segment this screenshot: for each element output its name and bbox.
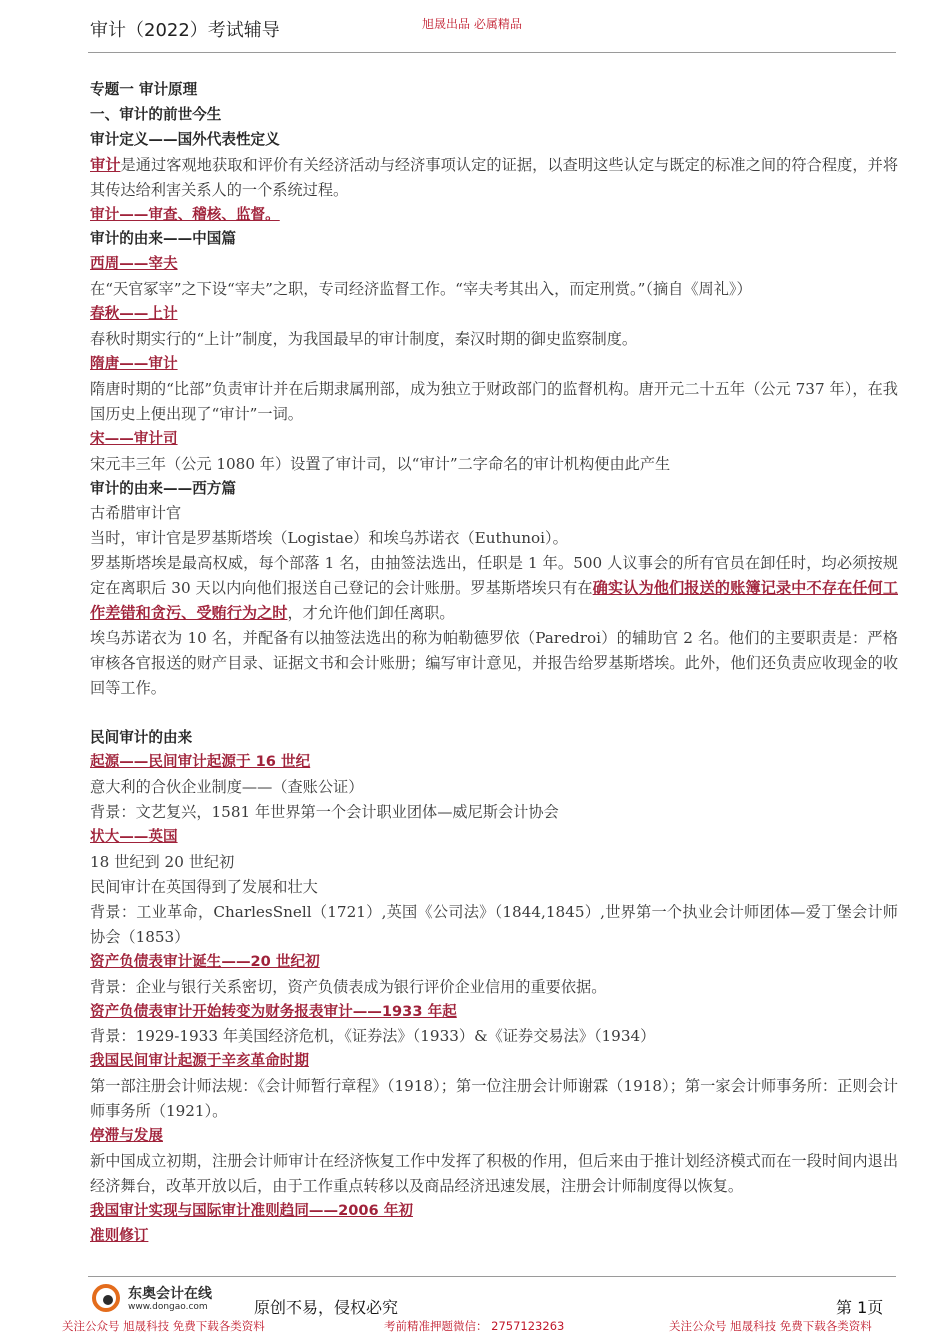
spacer [90, 701, 898, 726]
balance-sheet-text: 背景：企业与银行关系密切，资产负债表成为银行评价企业信用的重要依据。 [90, 977, 607, 996]
logistae-text-b: ，才允许他们卸任离职。 [287, 604, 455, 623]
origin-line-2: 背景：文艺复兴，1581 年世界第一个会计职业团体—威尼斯会计协会 [90, 803, 559, 822]
definition-summary: 审计——审查、稽核、监督。 [90, 205, 280, 223]
origin-title: 起源——民间审计起源于 16 世纪 [90, 753, 311, 771]
stagnation-title: 停滞与发展 [90, 1127, 163, 1145]
suitang-text: 隋唐时期的“比部”负责审计并在后期隶属刑部，成为独立于财政部门的监督机构。唐开元二十五年（公元 737 年），在我国历史上便出现了“审计”一词。 [90, 379, 898, 423]
promo-center: 考前精准押题微信： 2757123263 [384, 1319, 565, 1333]
xizhou-text: 在“天官冢宰”之下设“宰夫”之职，专司经济监督工作。“宰夫考其出入，而定刑赏。”（摘自《周礼》） [90, 280, 752, 299]
header-tagline: 旭晟出品 必属精品 [422, 17, 522, 31]
topic-heading: 专题一 审计原理 [90, 81, 198, 98]
logo-circle-icon [92, 1284, 120, 1312]
logistae-emphasis: 确实认为他们报送的账簿记录中不存在任何工作差错和贪污、受贿行为之时 [90, 579, 899, 623]
page-header [0, 0, 950, 56]
china-civil-title: 我国民间审计起源于辛亥革命时期 [90, 1052, 309, 1070]
definition-heading: 审计定义——国外代表性定义 [90, 130, 280, 148]
definition-paragraph [90, 153, 898, 203]
xizhou-title: 西周——宰夫 [90, 255, 178, 273]
greece-line: 古希腊审计官 [90, 504, 182, 523]
uk-line-1: 18 世纪到 20 世纪初 [90, 853, 235, 872]
definition-term: 审计 [90, 155, 121, 174]
chunqiu-text: 春秋时期实行的“上计”制度，为我国最早的审计制度，秦汉时期的御史监察制度。 [90, 330, 638, 349]
definition-text: 是通过客观地获取和评价有关经济活动与经济事项认定的证据，以查明这些认定与既定的标准之间的符合程度，并将其传达给利害关系人的一个系统过程。 [90, 155, 899, 199]
logo-name: 东奥会计在线 [128, 1286, 212, 1302]
suitang-title: 隋唐——审计 [90, 354, 178, 372]
header-divider [88, 52, 896, 53]
euthunoi-paragraph: 埃乌苏诺衣为 10 名，并配备有以抽签法选出的称为帕勒德罗依（Paredroi）的辅助官 2 名。他们的主要职责是：严格审核各官报送的财产目录、证据文书和会计账册；编写审计意见，并报告给罗基斯塔埃。此外，他们还负责应收现金的收回等工作。 [90, 628, 898, 697]
document-title: 审计（2022）考试辅导 [90, 20, 280, 41]
logistae-paragraph [90, 551, 898, 626]
footer-divider [88, 1276, 896, 1277]
revision-title: 准则修订 [90, 1226, 149, 1244]
document-body [90, 78, 898, 1249]
china-civil-text: 第一部注册会计师法规：《会计师暂行章程》（1918）；第一位注册会计师谢霖（1918）；第一家会计师事务所：正则会计师事务所（1921）。 [90, 1077, 898, 1121]
logistae-text-a: 罗基斯塔埃是最高权威，每个部落 1 名，由抽签法选出，任职是 1 年。500 人议事会的所有官员在卸任时，均必须按规定在离职后 30 天以内向他们报送自己登记的会计账册。罗基斯塔埃只有在 [90, 554, 898, 598]
promo-left: 关注公众号 旭晟科技 免费下载各类资料 [62, 1319, 265, 1333]
uk-line-2: 民间审计在英国得到了发展和壮大 [90, 877, 318, 896]
convergence-title: 我国审计实现与国际审计准则趋同——2006 年初 [90, 1201, 413, 1219]
west-origin-heading: 审计的由来——西方篇 [90, 479, 236, 497]
logo-url: www.dongao.com [128, 1302, 208, 1312]
civil-audit-heading: 民间审计的由来 [90, 728, 193, 746]
financial-statement-title: 资产负债表审计开始转变为财务报表审计——1933 年起 [90, 1002, 457, 1020]
page-number: 第 1页 [836, 1298, 884, 1317]
footer-slogan: 原创不易，侵权必究 [254, 1298, 399, 1317]
financial-statement-text: 背景：1929-1933 年美国经济危机，《证券法》（1933）&《证券交易法》（1934） [90, 1027, 656, 1046]
song-text: 宋元丰三年（公元 1080 年）设置了审计司，以“审计”二字命名的审计机构便由此产生 [90, 454, 671, 473]
origin-line-1: 意大利的合伙企业制度——（查账公证） [90, 778, 364, 797]
stagnation-text: 新中国成立初期，注册会计师审计在经济恢复工作中发挥了积极的作用，但后来由于推计划经济模式而在一段时间内退出经济舞台，改革开放以后，由于工作重点转移以及商品经济迅速发展，注册会计师制度得以恢复。 [90, 1151, 898, 1195]
chunqiu-title: 春秋——上计 [90, 305, 178, 323]
balance-sheet-title: 资产负债表审计诞生——20 世纪初 [90, 952, 320, 970]
song-title: 宋——审计司 [90, 429, 178, 447]
uk-background: 背景：工业革命，CharlesSnell（1721）,英国《公司法》（1844,1845）,世界第一个执业会计师团体—爱丁堡会计师协会（1853） [90, 902, 898, 946]
greece-officers: 当时，审计官是罗基斯塔埃（Logistae）和埃乌苏诺衣（Euthunoi）。 [90, 529, 568, 548]
promo-right: 关注公众号 旭晟科技 免费下载各类资料 [669, 1319, 872, 1333]
dongao-logo [92, 1282, 242, 1318]
section-heading: 一、审计的前世今生 [90, 105, 222, 123]
uk-title: 状大——英国 [90, 828, 178, 846]
china-origin-heading: 审计的由来——中国篇 [90, 230, 236, 248]
